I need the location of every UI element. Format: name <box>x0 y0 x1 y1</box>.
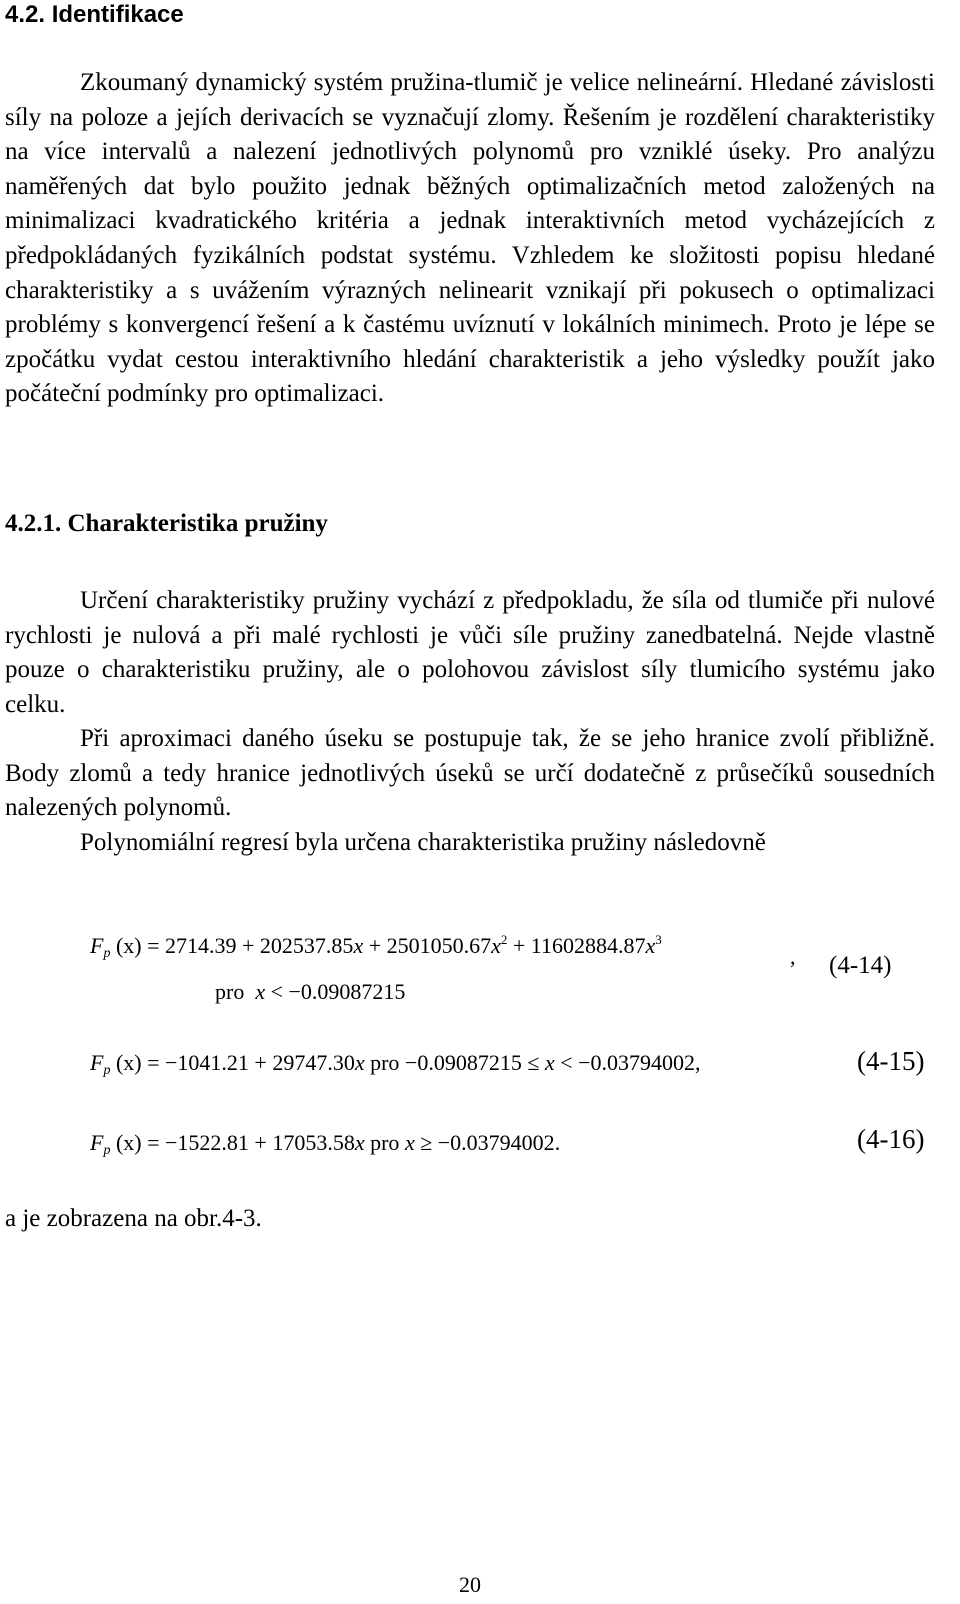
eq-symbol: F <box>90 933 104 958</box>
eq-rhs-3: + 11602884.87 <box>507 933 646 958</box>
equation-number-4-14: (4-14) <box>829 952 892 979</box>
eq-rhs-2: + 2501050.67 <box>363 933 492 958</box>
equation-4-14-line-2: pro x < −0.09087215 <box>215 979 406 1004</box>
equation-4-14-trail: , <box>790 944 796 969</box>
subsection-paragraph-3: Polynomiální regresí byla určena charakteristika pružiny následovně <box>80 829 766 856</box>
subsection-heading: 4.2.1. Charakteristika pružiny <box>5 510 328 537</box>
page-number: 20 <box>459 1572 481 1597</box>
equation-number-4-16: (4-16) <box>857 1124 925 1154</box>
eq-subscript: p <box>103 946 111 961</box>
eq-lhs-arg: (x) = <box>115 933 160 958</box>
section-paragraph: Zkoumaný dynamický systém pružina-tlumič je velice nelineární. Hledané závislosti síly na poloze a jejích derivacích se vyznačují zlomy. Řešením je rozdělení charakteristiky na více intervalů a nalezení jednotlivých polynomů pro vzniklé úseky. Pro analýzu naměřených dat bylo použito jednak běžných optimalizačních metod založených na minimalizaci kvadratického kritéria a jednak interaktivních metod vycházejících z předpokládaných fyzikálních podstat systému. Vzhledem ke složitosti popisu hledané charakteristiky a s uvážením výrazných nelinearit vznikají při pokusech o optimalizaci problémy s konvergencí řešení a k častému uvíznutí v lokálních minimech. Proto je lépe se zpočátku vydat cestou interaktivního hledání charakteristik a jeho výsledky použít jako počáteční podmínky pro optimalizaci. <box>5 69 935 408</box>
subsection-paragraph-2: Při aproximaci daného úseku se postupuje tak, že se jeho hranice zvolí přibližně. Body zlomů a tedy hranice jednotlivých úseků se určí dodatečně z průsečíků sousedních nalezených polynomů. <box>5 725 935 822</box>
eq-power-3: 3 <box>655 932 662 947</box>
eq-cond-rest: < −0.09087215 <box>265 979 406 1004</box>
subsection-paragraph-1: Určení charakteristiky pružiny vychází z předpokladu, že síla od tlumiče při nulové rychlosti je nulová a při malé rychlosti je vůči síle pružiny zanedbatelná. Nejde vlastně pouze o charakteristiku pružiny, ale o polohovou závislost síly tlumicího systému jako celku. <box>5 587 935 718</box>
equation-4-15: $F_p$ (x) = −1041.21 + 29747.30x pro −0.09087215 ≤ x < −0.03794002, <box>90 1050 701 1078</box>
closing-sentence: a je zobrazena na obr.4-3. <box>5 1205 262 1232</box>
equation-4-16: $F_p$ (x) = −1522.81 + 17053.58x pro x ≥ −0.03794002. <box>90 1130 561 1158</box>
eq-rhs-1: 2714.39 + 202537.85 <box>165 933 354 958</box>
equation-number-4-15: (4-15) <box>857 1046 925 1076</box>
eq-cond-word: pro <box>215 979 245 1004</box>
equation-4-14-line-1: $F_p$ $(x) = 2714.39 + 202537.85x + 2501050.67x^2 + 11602884.87x^3$ <box>90 932 662 961</box>
eq-power-2: 2 <box>500 932 508 947</box>
section-heading: 4.2. Identifikace <box>5 1 184 28</box>
